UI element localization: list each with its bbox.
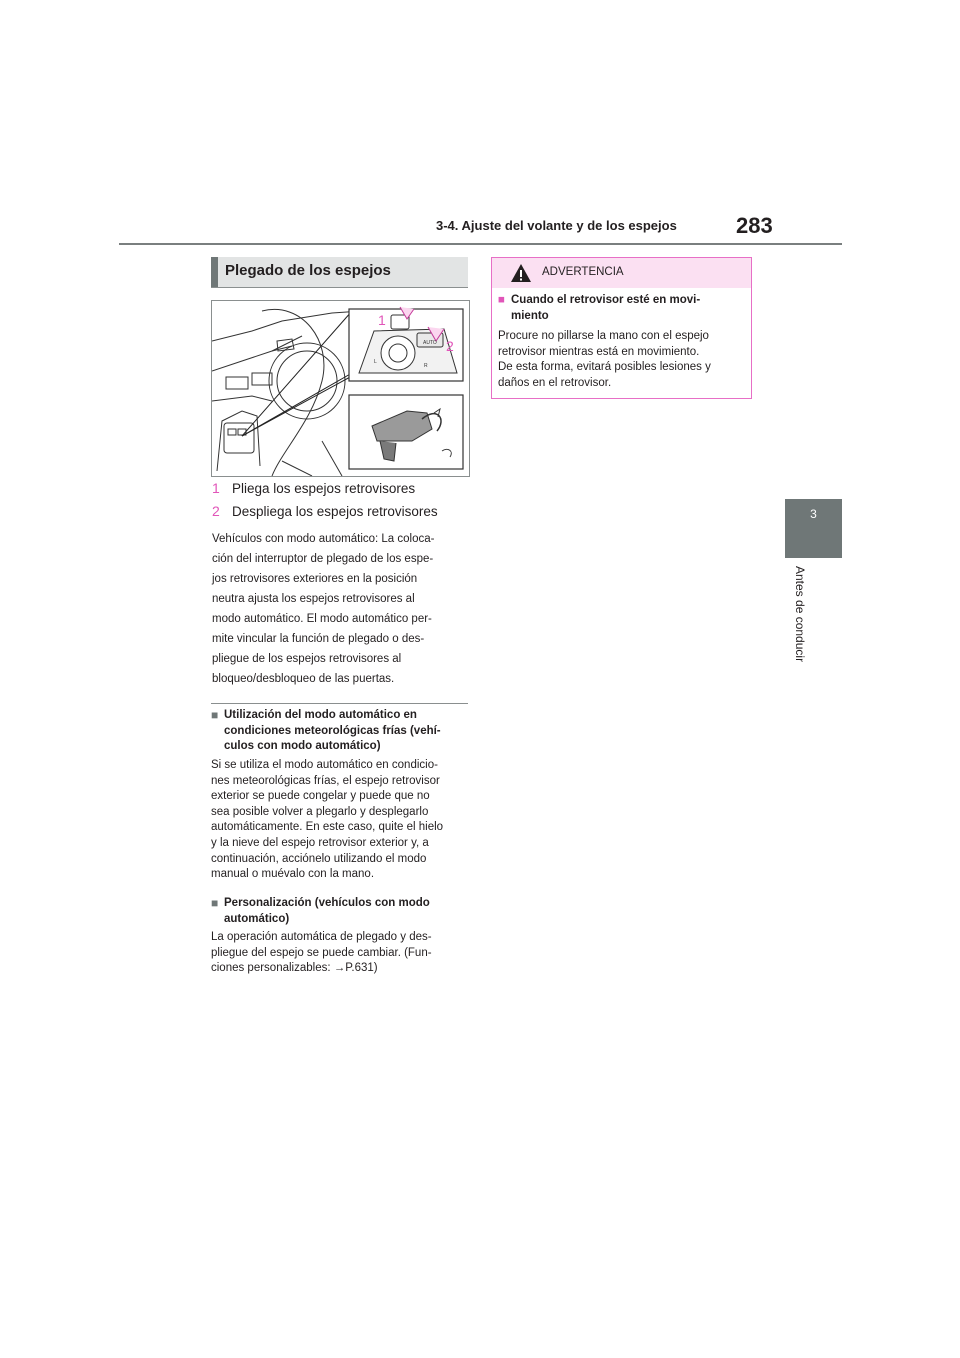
note-body-customization	[211, 930, 469, 977]
page-reference-line: ciones personalizables: →P.631)	[211, 962, 378, 975]
step-number: 2	[212, 503, 220, 519]
heading-line: culos con modo automático)	[224, 740, 381, 752]
square-bullet-icon: ■	[211, 708, 219, 722]
callout-1: 1	[378, 312, 386, 328]
paragraph-line: automáticamente. En este caso, quite el hielo	[211, 821, 444, 834]
section-heading	[211, 257, 468, 287]
square-bullet-icon: ■	[211, 896, 219, 910]
heading-line: miento	[511, 309, 549, 322]
paragraph-line: Vehículos con modo automático: La coloca-	[212, 533, 435, 545]
dashboard-drawing	[212, 301, 469, 476]
warning-header	[492, 258, 751, 288]
step-item	[212, 503, 438, 519]
section-title: Plegado de los espejos	[225, 262, 391, 279]
paragraph-line: exterior se puede congelar y puede que no	[211, 790, 430, 803]
paragraph-line: Procure no pillarse la mano con el espejo	[498, 330, 709, 342]
chapter-tab	[785, 499, 842, 558]
chapter-number: 3	[810, 507, 817, 521]
l-label: L	[374, 359, 377, 365]
heading-line: Cuando el retrovisor esté en movi-	[511, 294, 701, 306]
warning-box	[491, 257, 752, 399]
header-rule	[119, 243, 842, 245]
paragraph-line: sea posible volver a plegarlo y desplegarlo	[211, 805, 429, 818]
mirror-inset	[349, 395, 463, 469]
step-number: 1	[212, 480, 220, 496]
warning-heading	[498, 293, 743, 324]
paragraph-line: jos retrovisores exteriores en la posición	[212, 573, 418, 585]
running-header-title: 3-4. Ajuste del volante y de los espejos	[436, 218, 677, 233]
paragraph-line: De esta forma, evitará posibles lesiones y	[498, 361, 711, 374]
paragraph-line: y la nieve del espejo retrovisor exterior y, a	[211, 836, 429, 849]
warning-triangle-icon	[510, 263, 532, 283]
heading-line: condiciones meteorológicas frías (vehí-	[224, 724, 441, 737]
r-label: R	[424, 363, 428, 369]
paragraph-line: pliegue del espejo se puede cambiar. (Fun-	[211, 946, 432, 959]
section-heading-bar	[211, 257, 218, 287]
auto-label: AUTO	[423, 340, 437, 346]
warning-title: ADVERTENCIA	[542, 266, 624, 278]
auto-mode-paragraph	[212, 529, 470, 689]
paragraph-line: manual o muévalo con la mano.	[211, 868, 375, 881]
step-text: Pliega los espejos retrovisores	[232, 481, 416, 496]
step-item	[212, 480, 438, 496]
section-heading-underline	[211, 287, 468, 288]
heading-line: Utilización del modo automático en	[224, 709, 417, 721]
chapter-label: Antes de conducir	[793, 566, 807, 663]
paragraph-line: ción del interruptor de plegado de los espe-	[212, 553, 434, 565]
warning-body	[498, 329, 746, 391]
step-list	[212, 480, 438, 526]
paragraph-line: modo automático. El modo automático per-	[212, 613, 432, 625]
paragraph-line: retrovisor mientras está en movimiento.	[498, 345, 700, 358]
paragraph-line: daños en el retrovisor.	[498, 376, 612, 389]
notes-divider	[211, 703, 468, 704]
note-heading-cold-weather	[211, 708, 469, 755]
paragraph-line: mite vincular la función de plegado o des-	[212, 633, 425, 645]
paragraph-line: La operación automática de plegado y des-	[211, 931, 432, 943]
paragraph-line: Si se utiliza el modo automático en condicio-	[211, 759, 438, 771]
paragraph-line: neutra ajusta los espejos retrovisores al	[212, 593, 415, 605]
heading-line: Personalización (vehículos con modo	[224, 897, 430, 909]
callout-2: 2	[446, 338, 454, 354]
chapter-side-label	[783, 566, 811, 716]
note-heading-customization	[211, 896, 469, 927]
paragraph-line: nes meteorológicas frías, el espejo retrovisor	[211, 774, 440, 787]
paragraph-line: bloqueo/desbloqueo de las puertas.	[212, 673, 395, 685]
mirror-fold-illustration	[211, 300, 470, 477]
paragraph-line: continuación, acciónelo utilizando el modo	[211, 852, 427, 865]
heading-line: automático)	[224, 912, 290, 925]
page-number: 283	[736, 213, 773, 238]
note-body-cold-weather	[211, 758, 469, 883]
step-text: Despliega los espejos retrovisores	[232, 504, 438, 519]
paragraph-line: pliegue de los espejos retrovisores al	[212, 653, 402, 665]
square-bullet-icon: ■	[498, 294, 505, 306]
